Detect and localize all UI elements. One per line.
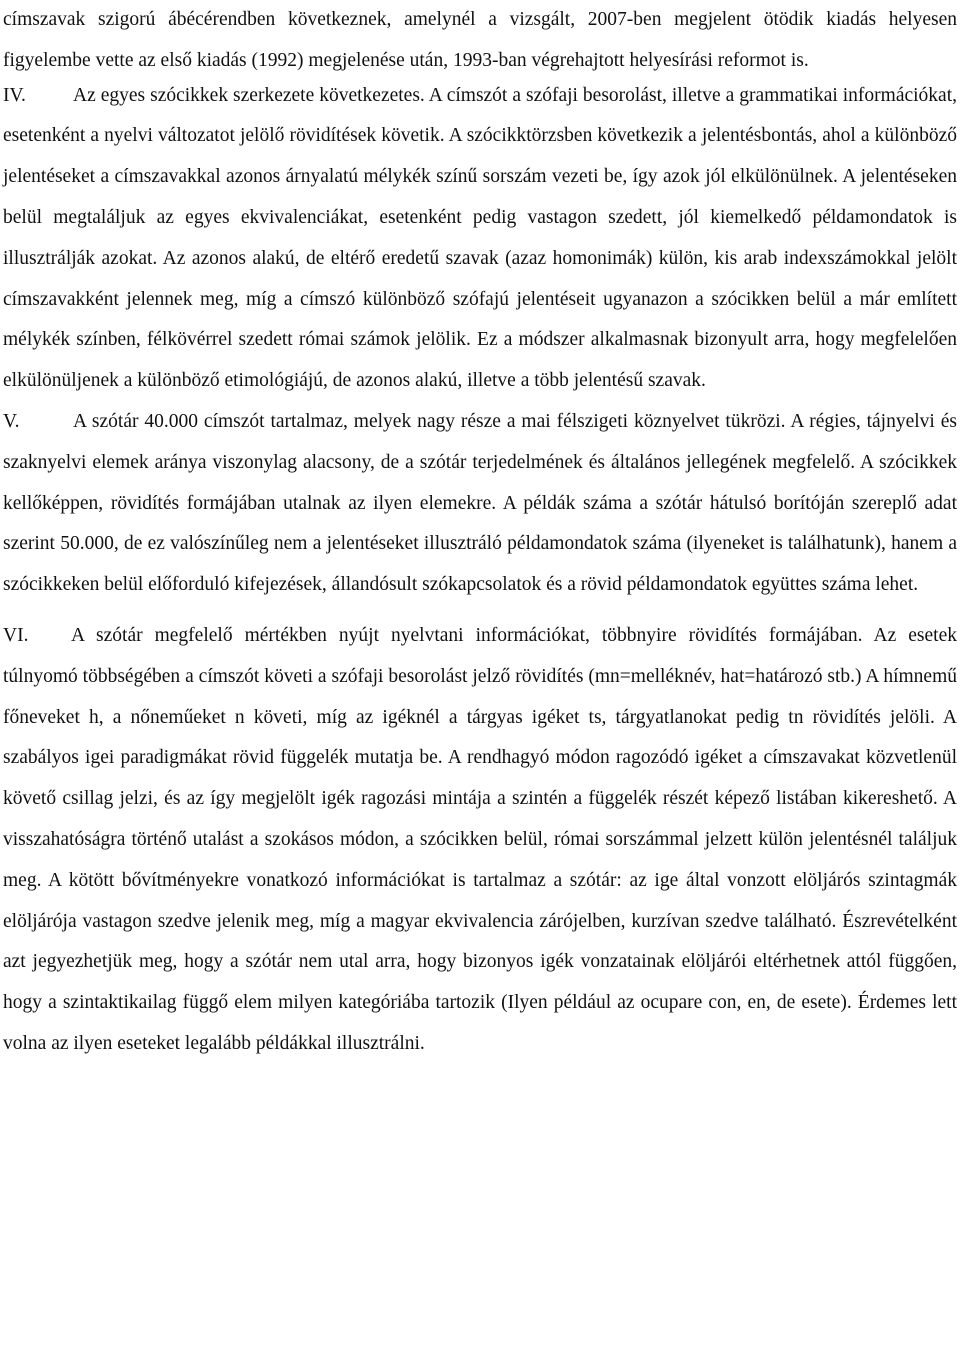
section-vi-paragraph — [3, 616, 957, 1065]
section-iv-paragraph — [3, 76, 957, 402]
section-v-numeral: V. — [3, 410, 20, 432]
section-vi-numeral: VI. — [3, 624, 29, 646]
document-page — [3, 0, 957, 1065]
section-iv-text: Az egyes szócikkek szerkezete következetes. A címszót a szófaji besorolást, illetve a grammatikai információkat, esetenként a nyelvi változatot jelölő rövidítések követik. A szócikktörzsben következik a jelentésbontás, ahol a különböző jelentéseket a címszavakkal azonos árnyalatú mélykék színű sorszám vezeti be, így azok jól elkülönülnek. A jelentéseken belül megtaláljuk az egyes ekvivalenciákat, esetenként pedig vastagon szedett, jól kiemelkedő példamondatok is illusztrálják azokat. Az azonos alakú, de eltérő eredetű szavak (azaz homonimák) külön, kis arab indexszámokkal jelölt címszavakként jelennek meg, míg a címszó különböző szófajú jelentéseit ugyanazon a szócikken belül a már említett mélykék színben, félkövérrel szedett római számok jelölik. Ez a módszer alkalmasnak bizonyult arra, hogy megfelelően elkülönüljenek a különböző etimológiájú, de azonos alakú, illetve a több jelentésű szavak. — [3, 84, 957, 392]
intro-paragraph — [3, 0, 957, 82]
section-iv-numeral: IV. — [3, 84, 26, 106]
section-vi-text: A szótár megfelelő mértékben nyújt nyelvtani információkat, többnyire rövidítés formájában. Az esetek túlnyomó többségében a címszót követi a szófaji besorolást jelző rövidítés (mn=melléknév, hat=határozó stb.) A hímnemű főneveket h, a nőneműeket n követi, míg az igéknél a tárgyas igéket ts, tárgyatlanokat pedig tn rövidítés jelöli. A szabályos igei paradigmákat rövid függelék mutatja be. A rendhagyó módon ragozódó igéket a címszavakat közvetlenül követő csillag jelzi, és az így megjelölt igék ragozási mintája a szintén a függelék részét képező listában kikereshető. A visszahatóságra történő utalást a szokásos módon, a szócikken belül, római sorszámmal jelzett külön jelentésnél találjuk meg. A kötött bővítményekre vonatkozó információkat is tartalmaz a szótár: az ige által vonzott elöljárós szintagmák elöljárója vastagon szedve jelenik meg, míg a magyar ekvivalencia zárójelben, kurzívan szedve található. Észrevételként azt jegyezhetjük meg, hogy a szótár nem utal arra, hogy bizonyos igék vonzatainak elöljárói eltérhetnek attól függően, hogy a szintaktikailag függő elem milyen kategóriába tartozik (Ilyen például az ocupare con, en, de esete). Érdemes lett volna az ilyen eseteket legalább példákkal illusztrálni. — [3, 624, 957, 1054]
intro-text: címszavak szigorú ábécérendben következnek, amelynél a vizsgált, 2007-ben megjelent ötödik kiadás helyesen figyelembe vette az első kiadás (1992) megjelenése után, 1993-ban végrehajtott helyesírási reformot is. — [3, 9, 957, 71]
section-v-paragraph — [3, 402, 957, 606]
section-v-text: A szótár 40.000 címszót tartalmaz, melyek nagy része a mai félszigeti köznyelvet tükrözi. A régies, tájnyelvi és szaknyelvi elemek aránya viszonylag alacsony, de a szótár terjedelmének és általános jellegének megfelelő. A szócikkek kellőképpen, rövidítés formájában utalnak az ilyen elemekre. A példák száma a szótár hátulsó borítóján szereplő adat szerint 50.000, de ez valószínűleg nem a jelentéseket illusztráló példamondatok száma (ilyeneket is találhatunk), hanem a szócikkeken belül előforduló kifejezések, állandósult szókapcsolatok és a rövid példamondatok együttes száma lehet. — [3, 410, 957, 596]
